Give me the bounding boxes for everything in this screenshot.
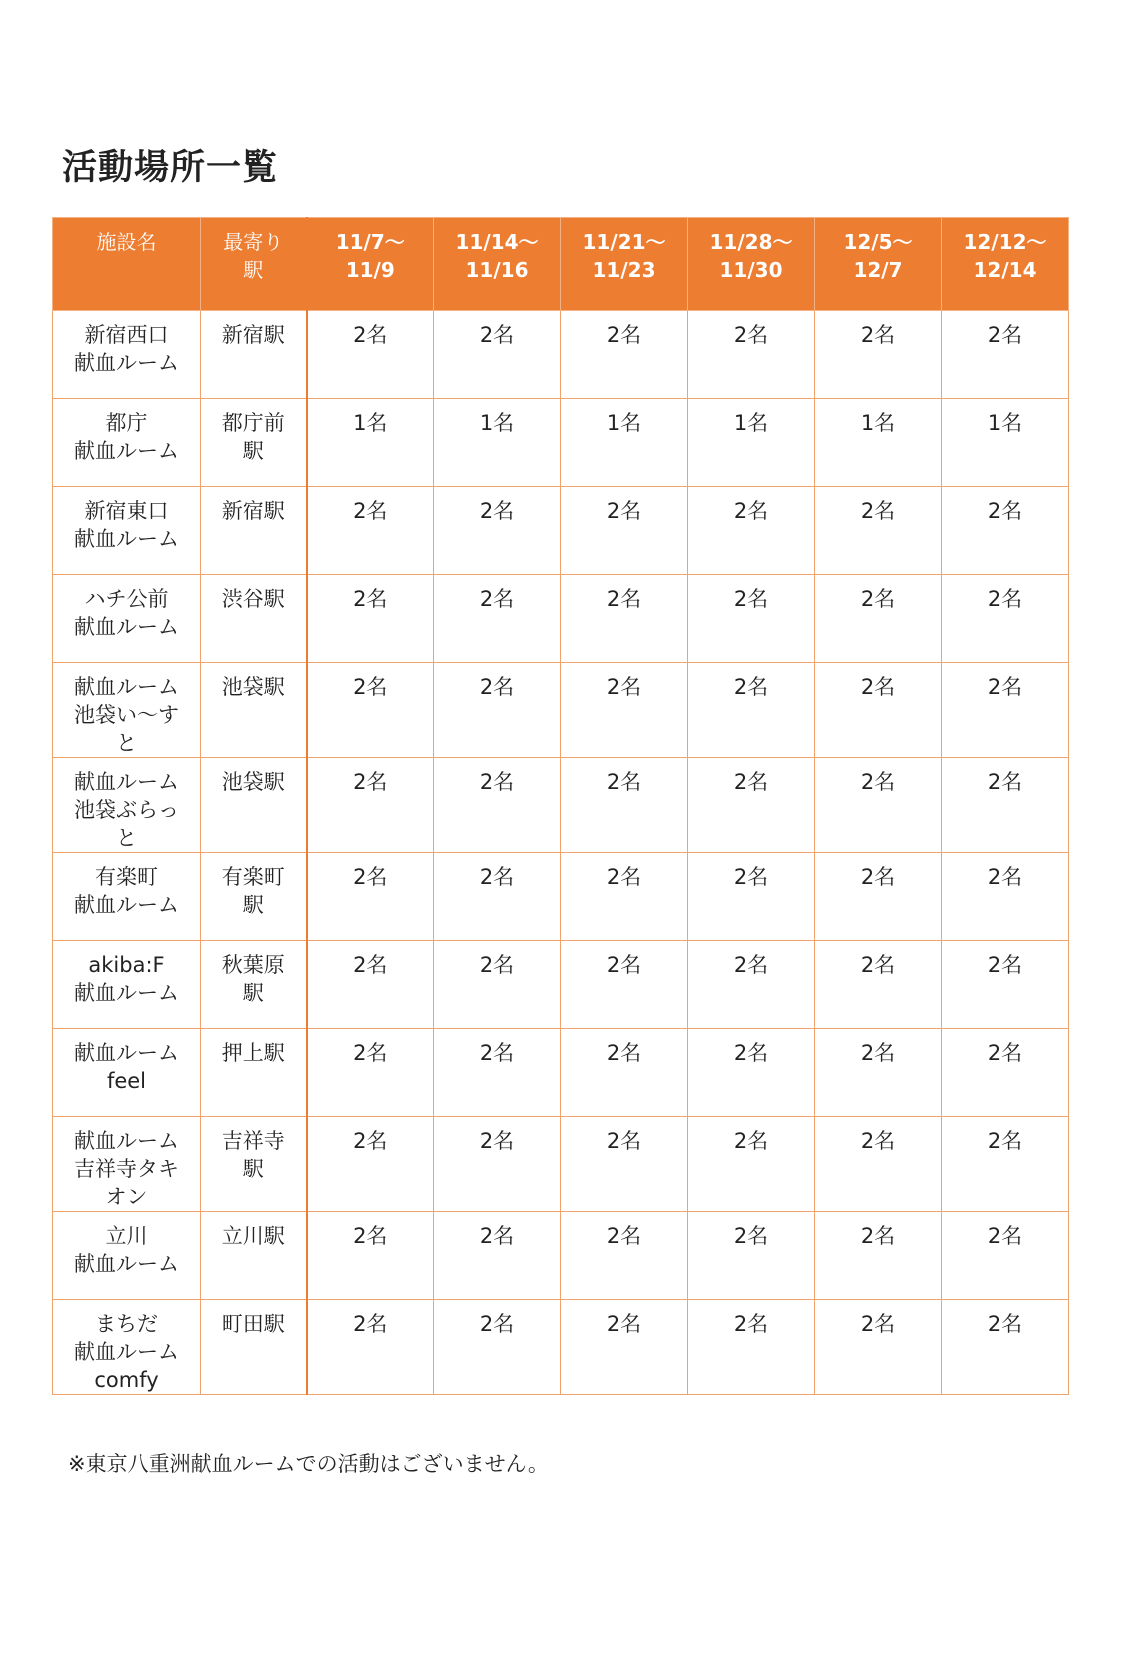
staff-count: 1名	[561, 399, 688, 487]
table-row	[53, 399, 1069, 487]
staff-count: 1名	[815, 399, 942, 487]
staff-count: 2名	[561, 1212, 688, 1300]
staff-count: 2名	[942, 311, 1069, 399]
staff-count: 2名	[307, 1117, 434, 1212]
staff-count: 2名	[942, 941, 1069, 1029]
nearest-station: 秋葉原駅	[201, 941, 307, 1029]
facility-name: 献血ルーム feel	[53, 1029, 201, 1117]
facility-name: 有楽町 献血ルーム	[53, 853, 201, 941]
staff-count: 2名	[434, 758, 561, 853]
facility-name: 新宿東口 献血ルーム	[53, 487, 201, 575]
staff-count: 2名	[688, 663, 815, 758]
page-title: 活動場所一覧	[62, 148, 279, 188]
staff-count: 2名	[561, 758, 688, 853]
staff-count: 2名	[942, 1300, 1069, 1395]
facility-name: ハチ公前 献血ルーム	[53, 575, 201, 663]
table-row	[53, 758, 1069, 853]
staff-count: 1名	[688, 399, 815, 487]
nearest-station: 新宿駅	[201, 487, 307, 575]
staff-count: 2名	[815, 1029, 942, 1117]
nearest-station: 渋谷駅	[201, 575, 307, 663]
staff-count: 2名	[561, 311, 688, 399]
table-row	[53, 853, 1069, 941]
staff-count: 2名	[815, 663, 942, 758]
staff-count: 2名	[307, 487, 434, 575]
staff-count: 2名	[942, 487, 1069, 575]
staff-count: 2名	[688, 758, 815, 853]
staff-count: 2名	[434, 853, 561, 941]
staff-count: 2名	[434, 487, 561, 575]
nearest-station: 押上駅	[201, 1029, 307, 1117]
staff-count: 2名	[688, 575, 815, 663]
location-schedule-table	[52, 217, 1069, 1395]
staff-count: 2名	[688, 1212, 815, 1300]
facility-name: まちだ 献血ルーム comfy	[53, 1300, 201, 1395]
staff-count: 2名	[942, 758, 1069, 853]
facility-name: 新宿西口 献血ルーム	[53, 311, 201, 399]
staff-count: 2名	[815, 1300, 942, 1395]
staff-count: 2名	[942, 1029, 1069, 1117]
staff-count: 2名	[942, 663, 1069, 758]
header-week: 11/28～11/30	[688, 218, 815, 311]
staff-count: 2名	[561, 1117, 688, 1212]
table-row	[53, 1117, 1069, 1212]
staff-count: 2名	[561, 1029, 688, 1117]
staff-count: 2名	[434, 1117, 561, 1212]
nearest-station: 新宿駅	[201, 311, 307, 399]
staff-count: 2名	[434, 575, 561, 663]
facility-name: akiba:F 献血ルーム	[53, 941, 201, 1029]
facility-name: 立川 献血ルーム	[53, 1212, 201, 1300]
header-week: 12/5～12/7	[815, 218, 942, 311]
facility-name: 献血ルーム 池袋い～す と	[53, 663, 201, 758]
footnote: ※東京八重洲献血ルームでの活動はございません。	[68, 1452, 549, 1476]
staff-count: 2名	[307, 1300, 434, 1395]
staff-count: 2名	[688, 311, 815, 399]
staff-count: 2名	[307, 1029, 434, 1117]
staff-count: 2名	[688, 941, 815, 1029]
header-week: 11/7～11/9	[307, 218, 434, 311]
table-row	[53, 311, 1069, 399]
table-row	[53, 575, 1069, 663]
staff-count: 2名	[561, 487, 688, 575]
staff-count: 2名	[434, 311, 561, 399]
staff-count: 2名	[815, 1212, 942, 1300]
table-row	[53, 487, 1069, 575]
staff-count: 2名	[815, 853, 942, 941]
header-station: 最寄り駅	[201, 218, 307, 311]
staff-count: 2名	[307, 663, 434, 758]
table-row	[53, 663, 1069, 758]
table-row	[53, 1300, 1069, 1395]
staff-count: 1名	[434, 399, 561, 487]
staff-count: 1名	[307, 399, 434, 487]
facility-name: 献血ルーム 吉祥寺タキ オン	[53, 1117, 201, 1212]
staff-count: 2名	[434, 1029, 561, 1117]
header-week: 11/21～11/23	[561, 218, 688, 311]
staff-count: 2名	[942, 1212, 1069, 1300]
nearest-station: 池袋駅	[201, 663, 307, 758]
nearest-station: 立川駅	[201, 1212, 307, 1300]
nearest-station: 都庁前駅	[201, 399, 307, 487]
staff-count: 2名	[815, 1117, 942, 1212]
nearest-station: 有楽町駅	[201, 853, 307, 941]
facility-name: 献血ルーム 池袋ぶらっ と	[53, 758, 201, 853]
table-header-row	[53, 218, 1069, 311]
staff-count: 2名	[688, 1300, 815, 1395]
staff-count: 1名	[942, 399, 1069, 487]
staff-count: 2名	[561, 663, 688, 758]
header-facility: 施設名	[53, 218, 201, 311]
staff-count: 2名	[561, 941, 688, 1029]
table-row	[53, 1212, 1069, 1300]
nearest-station: 池袋駅	[201, 758, 307, 853]
staff-count: 2名	[688, 853, 815, 941]
staff-count: 2名	[307, 311, 434, 399]
staff-count: 2名	[307, 575, 434, 663]
staff-count: 2名	[307, 941, 434, 1029]
staff-count: 2名	[561, 575, 688, 663]
nearest-station: 吉祥寺駅	[201, 1117, 307, 1212]
staff-count: 2名	[307, 853, 434, 941]
table-row	[53, 941, 1069, 1029]
staff-count: 2名	[815, 487, 942, 575]
header-week: 12/12～12/14	[942, 218, 1069, 311]
staff-count: 2名	[434, 663, 561, 758]
staff-count: 2名	[815, 311, 942, 399]
staff-count: 2名	[434, 1300, 561, 1395]
staff-count: 2名	[942, 853, 1069, 941]
staff-count: 2名	[688, 1029, 815, 1117]
staff-count: 2名	[307, 1212, 434, 1300]
staff-count: 2名	[688, 1117, 815, 1212]
staff-count: 2名	[942, 1117, 1069, 1212]
header-week: 11/14～11/16	[434, 218, 561, 311]
staff-count: 2名	[815, 941, 942, 1029]
staff-count: 2名	[815, 575, 942, 663]
staff-count: 2名	[815, 758, 942, 853]
staff-count: 2名	[561, 1300, 688, 1395]
facility-name: 都庁 献血ルーム	[53, 399, 201, 487]
table-body	[53, 311, 1069, 1395]
nearest-station: 町田駅	[201, 1300, 307, 1395]
staff-count: 2名	[942, 575, 1069, 663]
table-row	[53, 1029, 1069, 1117]
staff-count: 2名	[561, 853, 688, 941]
staff-count: 2名	[434, 941, 561, 1029]
staff-count: 2名	[688, 487, 815, 575]
staff-count: 2名	[307, 758, 434, 853]
staff-count: 2名	[434, 1212, 561, 1300]
